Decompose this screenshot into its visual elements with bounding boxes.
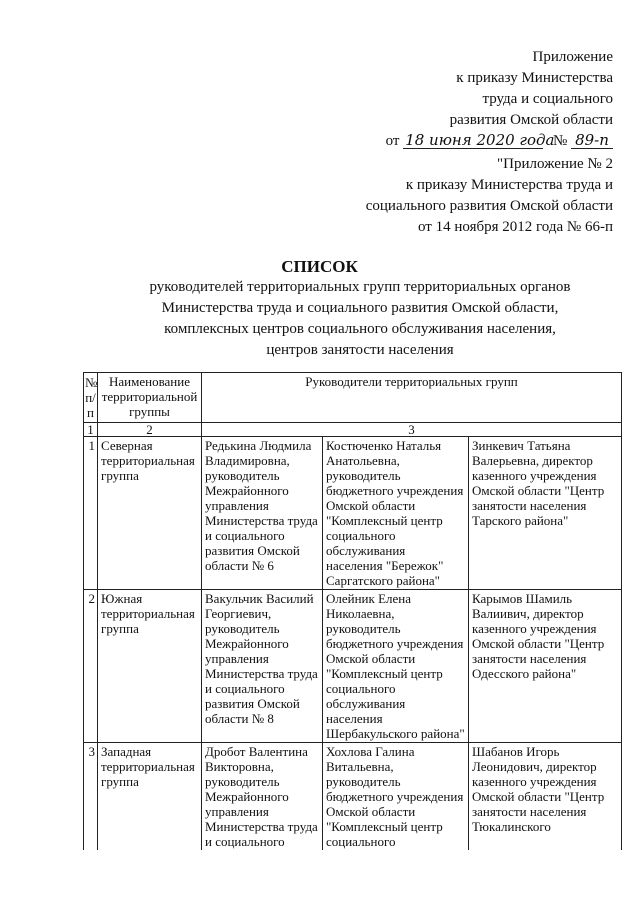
- table-row: [84, 743, 622, 851]
- subtitle-line-1: руководителей территориальных групп территориальных органов: [149, 279, 571, 295]
- subtitle-line-4: центров занятости населения: [266, 342, 454, 358]
- appendix-2-line-2: к приказу Министерства труда и: [405, 177, 613, 193]
- appendix-line-2: к приказу Министерства: [456, 70, 613, 86]
- row-leader-ministry: Дробот Валентина Викторовна, руководитель Межрайонного управления Министерства труда и социального: [202, 743, 323, 851]
- subtitle-line-3: комплексных центров социального обслуживания населения,: [164, 321, 556, 337]
- row-num: 1: [84, 437, 98, 590]
- row-leader-employment-center: Зинкевич Татьяна Валерьевна, директор казенного учреждения Омской области "Центр занятости населения Тарского района": [469, 437, 622, 590]
- header-leaders: Руководители территориальных групп: [202, 373, 622, 423]
- row-leader-ministry: Вакульчик Василий Георгиевич, руководитель Межрайонного управления Министерства труда и социального развития Омской области № 8: [202, 590, 323, 743]
- row-leader-employment-center: Карымов Шамиль Валиивич, директор казенного учреждения Омской области "Центр занятости населения Одесского района": [469, 590, 622, 743]
- appendix-block: [386, 47, 613, 152]
- row-leader-social-center: Хохлова Галина Витальевна, руководитель бюджетного учреждения Омской области "Комплексный центр социального: [323, 743, 469, 851]
- leaders-table: [83, 372, 622, 850]
- handwritten-number: 89-п: [571, 132, 613, 149]
- subtitle-line-2: Министерства труда и социального развития Омской области,: [161, 300, 559, 316]
- table-index-row: [84, 423, 622, 437]
- table-row: [84, 437, 622, 590]
- date-prefix: от: [385, 133, 400, 149]
- appendix-line-3: труда и социального: [482, 91, 613, 107]
- appendix-2-line-1: "Приложение № 2: [497, 156, 613, 172]
- row-group: Западная территориальная группа: [98, 743, 202, 851]
- table-row: [84, 590, 622, 743]
- row-group: Северная территориальная группа: [98, 437, 202, 590]
- appendix-line-1: Приложение: [532, 49, 613, 65]
- appendix-2-line-3: социального развития Омской области: [365, 198, 613, 214]
- row-num: 3: [84, 743, 98, 851]
- row-num: 2: [84, 590, 98, 743]
- header-num: № п/п: [84, 373, 98, 423]
- number-prefix: №: [552, 133, 568, 149]
- document-title: СПИСОК: [281, 257, 358, 276]
- appendix-date-line: [386, 131, 613, 152]
- index-cell-2: 2: [98, 423, 202, 437]
- index-cell-1: 1: [84, 423, 98, 437]
- appendix-2-block: [366, 154, 613, 238]
- appendix-line-4: развития Омской области: [449, 112, 613, 128]
- handwritten-date: 18 июня 2020 года: [405, 131, 555, 149]
- row-leader-social-center: Костюченко Наталья Анатольевна, руководитель бюджетного учреждения Омской области "Комплексный центр социального обслуживания населения "Бережок" Саргатского района": [323, 437, 469, 590]
- header-group-name: Наименование территориальной группы: [98, 373, 202, 423]
- table-header-row: [84, 373, 622, 423]
- row-group: Южная территориальная группа: [98, 590, 202, 743]
- row-leader-social-center: Олейник Елена Николаевна, руководитель бюджетного учреждения Омской области "Комплексный центр социального обслуживания населения Шербакульского района": [323, 590, 469, 743]
- index-cell-3: 3: [202, 423, 622, 437]
- row-leader-employment-center: Шабанов Игорь Леонидович, директор казенного учреждения Омской области "Центр занятости населения Тюкалинского: [469, 743, 622, 851]
- appendix-2-line-4: от 14 ноября 2012 года № 66-п: [418, 219, 613, 235]
- document-subtitle: [140, 277, 580, 361]
- row-leader-ministry: Редькина Людмила Владимировна, руководитель Межрайонного управления Министерства труда и социального развития Омской области № 6: [202, 437, 323, 590]
